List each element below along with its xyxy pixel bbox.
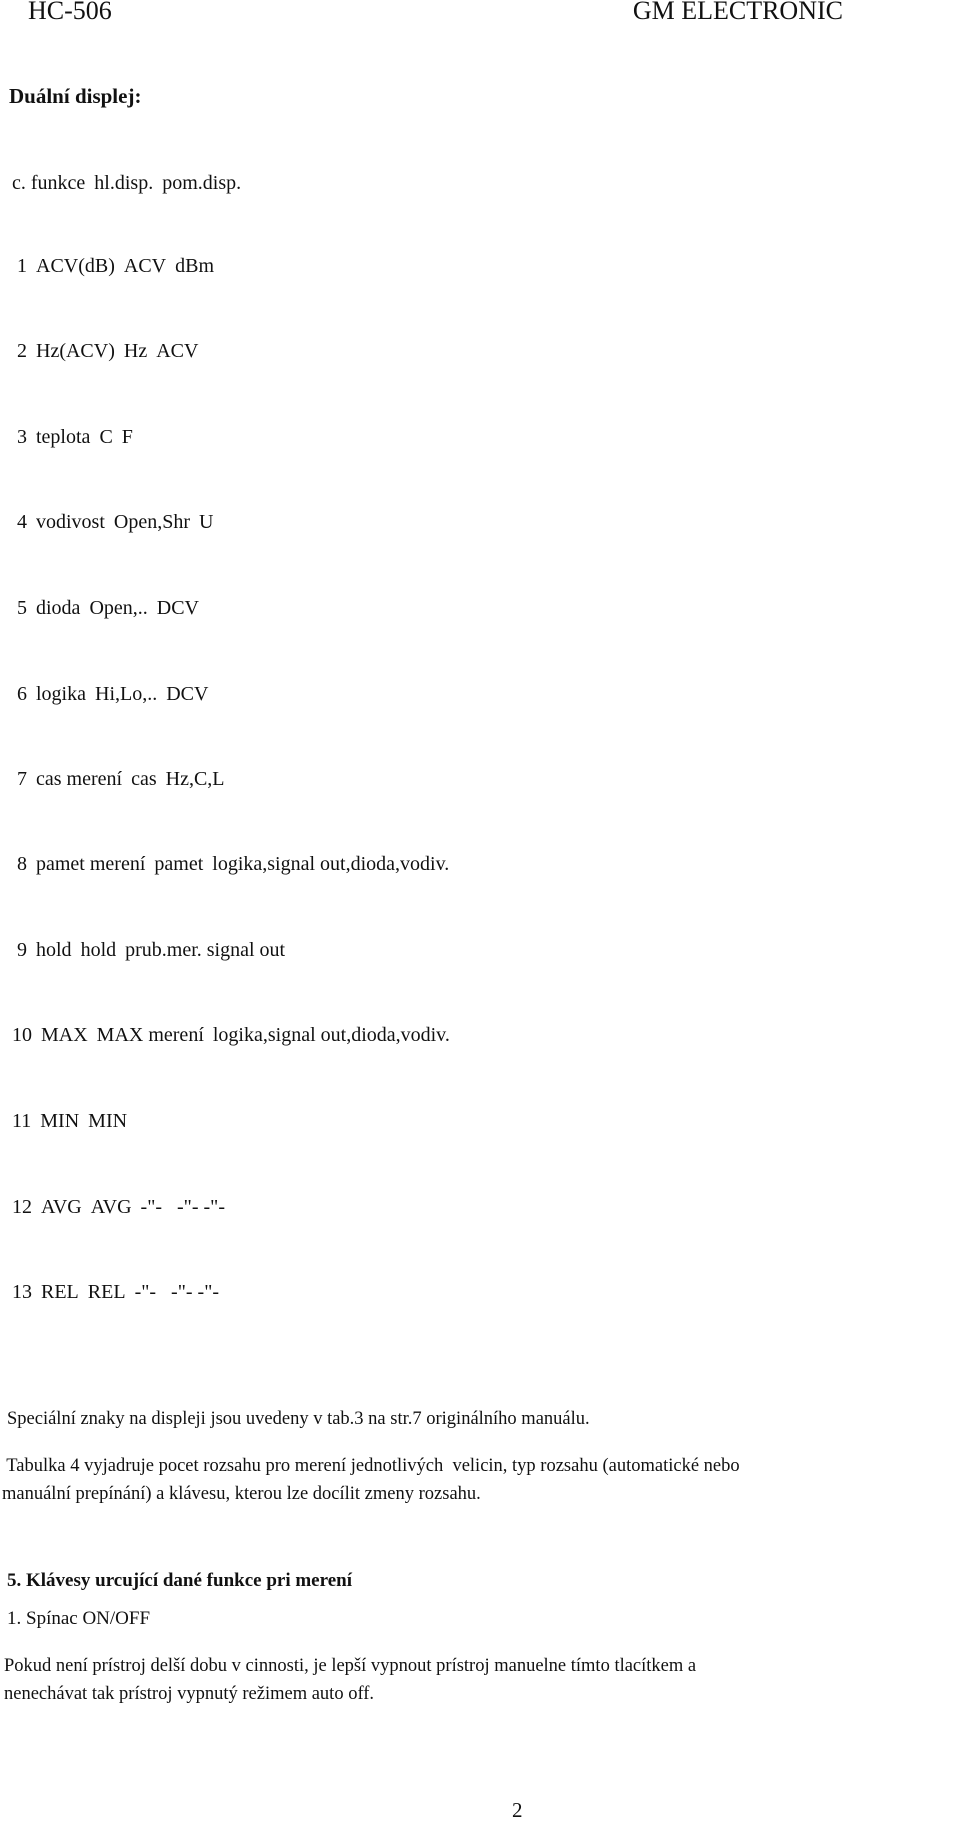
table-cell: MAX [41, 1024, 88, 1046]
table-cell: Hz,C,L [165, 768, 225, 790]
paragraph-line: Tabulka 4 vyjadruje pocet rozsahu pro merení jednotlivých velicin, typ rozsahu (automatické nebo [2, 1456, 740, 1476]
table-cell: 4 [17, 511, 27, 533]
page-number: 2 [512, 1798, 523, 1822]
subsection-item: 1. Spínac ON/OFF [7, 1608, 151, 1629]
table-row [17, 254, 214, 278]
table-cell: Hz [123, 340, 148, 362]
table-cell: REL [87, 1281, 126, 1303]
table-cell: F [121, 426, 133, 448]
table-row [12, 1109, 127, 1133]
paragraph-line: Speciální znaky na displeji jsou uvedeny v tab.3 na str.7 originálního manuálu. [7, 1409, 590, 1429]
table-row [17, 682, 208, 706]
table-cell: 1 [17, 255, 27, 277]
table-cell: teplota [36, 426, 91, 448]
paragraph-line: Pokud není prístroj delší dobu v cinnosti, je lepší vypnout prístroj manuelne tímto tlacítkem a [4, 1656, 697, 1676]
table-cell: 10 [12, 1024, 32, 1046]
table-row [12, 1280, 219, 1304]
table-cell: Open,Shr [113, 511, 191, 533]
table-cell: MIN [40, 1110, 80, 1132]
table-row [12, 1023, 450, 1047]
table-cell: vodivost [36, 511, 105, 533]
table-header-cell: hl.disp. [94, 172, 154, 194]
paragraph-line: manuální prepínání) a klávesu, kterou lze docílit zmeny rozsahu. [2, 1484, 481, 1504]
table-header-cell: c. funkce [12, 172, 86, 194]
table-cell: AVG [41, 1196, 82, 1218]
header-model: HC-506 [28, 0, 112, 25]
table-cell: Hi,Lo,.. [95, 683, 158, 705]
header-company: GM ELECTRONIC [632, 0, 843, 25]
table-cell: cas merení [36, 768, 123, 790]
table-cell: C [99, 426, 113, 448]
table-cell: 6 [17, 683, 27, 705]
table-cell: dBm [175, 255, 215, 277]
table-cell: Hz(ACV) [36, 340, 115, 362]
table-cell: DCV [156, 597, 199, 619]
table-cell: U [199, 511, 214, 533]
special-chars-paragraph [7, 1405, 957, 1433]
table-cell: hold [80, 939, 117, 961]
table-cell: 7 [17, 768, 27, 790]
table-cell: hold [36, 939, 72, 961]
table-header-cell: pom.disp. [162, 172, 242, 194]
table-cell: 9 [17, 939, 27, 961]
table-cell: MAX merení [96, 1024, 204, 1046]
table-row [17, 510, 213, 534]
table-header-row [12, 171, 241, 195]
table-cell: dioda [36, 597, 81, 619]
power-switch-paragraph [4, 1652, 954, 1708]
table-cell: ACV [156, 340, 199, 362]
table-cell: 11 [12, 1110, 32, 1132]
table-cell: MIN [88, 1110, 128, 1132]
table-cell: 5 [17, 597, 27, 619]
range-table-paragraph [2, 1452, 952, 1508]
table-cell: 2 [17, 340, 27, 362]
table-cell: cas [131, 768, 157, 790]
table-row [17, 767, 225, 791]
table-row [17, 938, 285, 962]
table-cell: -"- -"- -"- [134, 1281, 220, 1303]
table-cell: DCV [166, 683, 209, 705]
table-row [17, 425, 133, 449]
table-cell: logika [36, 683, 86, 705]
paragraph-line: nenechávat tak prístroj vypnutý režimem auto off. [4, 1684, 375, 1704]
table-row [12, 1195, 225, 1219]
table-cell: logika,signal out,dioda,vodiv. [212, 853, 450, 875]
table-cell: AVG [90, 1196, 132, 1218]
table-cell: prub.mer. signal out [125, 939, 286, 961]
subsection-title: 5. Klávesy urcující dané funkce pri merení [7, 1570, 352, 1591]
table-row [17, 596, 199, 620]
table-cell: 8 [17, 853, 27, 875]
table-cell: 12 [12, 1196, 32, 1218]
table-cell: Open,.. [89, 597, 148, 619]
table-cell: ACV(dB) [36, 255, 115, 277]
table-cell: pamet [154, 853, 204, 875]
table-cell: -"- -"- -"- [140, 1196, 225, 1218]
table-cell: ACV [123, 255, 167, 277]
table-row [17, 852, 449, 876]
table-cell: pamet merení [36, 853, 146, 875]
table-cell: logika,signal out,dioda,vodiv. [212, 1024, 450, 1046]
table-cell: 3 [17, 426, 27, 448]
section-title: Duální displej: [9, 84, 142, 108]
table-cell: REL [41, 1281, 79, 1303]
table-row [17, 339, 198, 363]
table-cell: 13 [12, 1281, 32, 1303]
